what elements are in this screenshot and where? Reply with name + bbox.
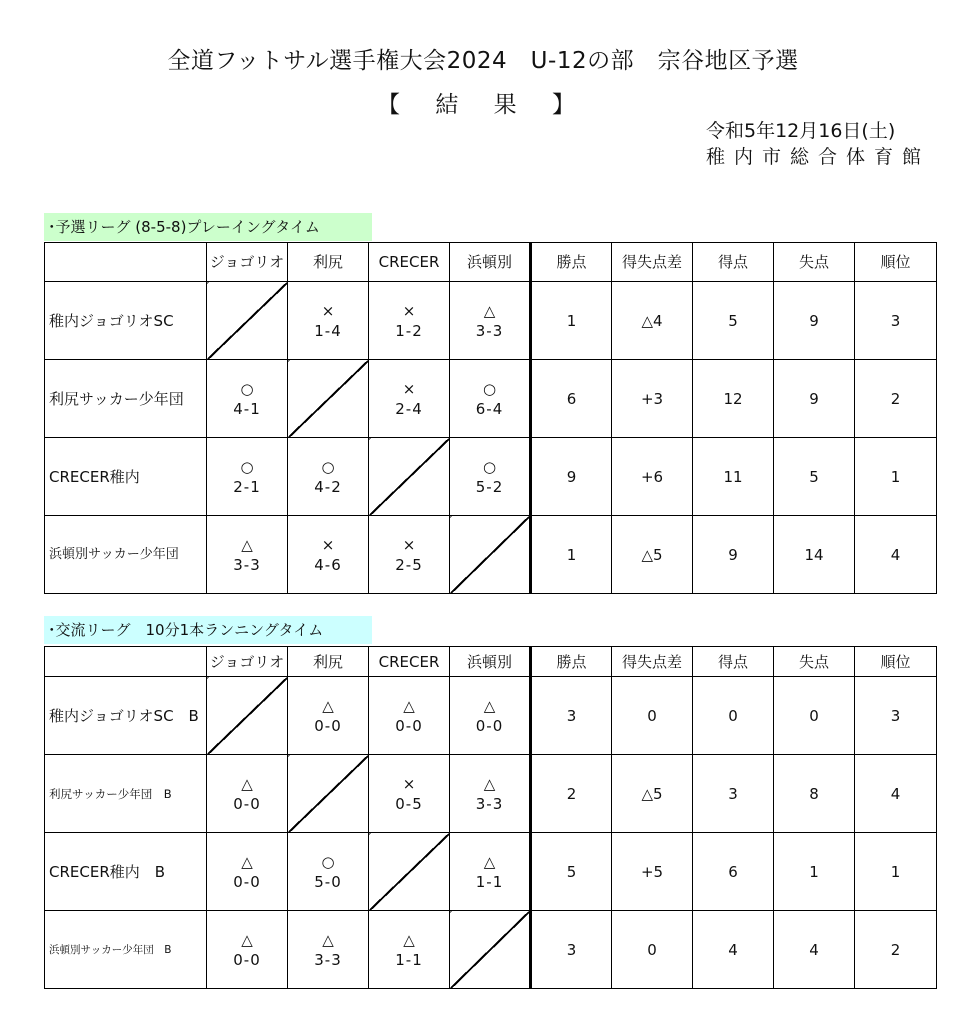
result-score: 1-2 (395, 321, 423, 340)
team-name: CRECER稚内 B (45, 833, 207, 911)
result-score: 5-0 (314, 872, 342, 891)
goal-diff-cell: △5 (612, 516, 693, 594)
result-score: 0-0 (233, 794, 261, 813)
result-symbol: ○ (482, 457, 497, 476)
match-result (288, 282, 369, 360)
goals-for-cell: 6 (693, 833, 774, 911)
rank-cell: 1 (855, 833, 937, 911)
result-score: 4-2 (314, 477, 342, 496)
column-header: 失点 (774, 647, 855, 677)
diagonal-cell (369, 438, 450, 516)
result-symbol: △ (483, 696, 496, 715)
table-row (45, 833, 937, 911)
match-result (207, 438, 288, 516)
result-symbol: △ (483, 301, 496, 320)
team-name: 浜頓別サッカー少年団 (45, 516, 207, 594)
result-symbol: △ (322, 696, 334, 715)
result-symbol: △ (483, 774, 496, 793)
goals-for-cell: 12 (693, 360, 774, 438)
result-symbol: ○ (321, 457, 335, 476)
diagonal-cell (207, 282, 288, 360)
column-header: 得点 (693, 647, 774, 677)
match-result (369, 282, 450, 360)
goals-for-cell: 0 (693, 677, 774, 755)
table-row (45, 516, 937, 594)
match-result (369, 911, 450, 989)
result-score: 0-0 (233, 950, 261, 969)
rank-cell: 4 (855, 755, 937, 833)
result-symbol: △ (322, 930, 334, 949)
column-header: 失点 (774, 243, 855, 282)
result-score: 0-5 (395, 794, 423, 813)
result-score: 2-5 (395, 555, 423, 574)
rank-cell: 4 (855, 516, 937, 594)
result-symbol: △ (403, 930, 415, 949)
league2-table (44, 646, 937, 989)
result-symbol: ○ (240, 457, 254, 476)
team-name: 利尻サッカー少年団 (45, 360, 207, 438)
goals-against-cell: 0 (774, 677, 855, 755)
column-header: ジョゴリオ (207, 647, 288, 677)
column-header: 得点 (693, 243, 774, 282)
column-header: 得失点差 (612, 647, 693, 677)
result-symbol: ○ (482, 379, 497, 398)
result-symbol: × (402, 301, 416, 320)
match-result (288, 516, 369, 594)
result-score: 4-1 (233, 399, 261, 418)
date-venue-block (706, 118, 930, 170)
match-result (288, 911, 369, 989)
diagonal-cell (369, 833, 450, 911)
points-cell: 1 (531, 516, 612, 594)
goals-for-cell: 4 (693, 911, 774, 989)
result-symbol: × (402, 535, 416, 554)
match-result (207, 360, 288, 438)
rank-cell: 2 (855, 911, 937, 989)
result-symbol: △ (483, 852, 496, 871)
column-header: 得失点差 (612, 243, 693, 282)
header-blank (45, 647, 207, 677)
match-result (369, 360, 450, 438)
diagonal-cell (450, 911, 531, 989)
points-cell: 1 (531, 282, 612, 360)
result-score: 0-0 (314, 716, 342, 735)
page-title: 全道フットサル選手権大会2024 U-12の部 宗谷地区予選 (167, 48, 799, 74)
table-row (45, 755, 937, 833)
goals-for-cell: 11 (693, 438, 774, 516)
points-cell: 3 (531, 677, 612, 755)
column-header: CRECER (369, 647, 450, 677)
diagonal-cell (288, 755, 369, 833)
match-result (450, 677, 531, 755)
match-result (450, 282, 531, 360)
match-result (207, 755, 288, 833)
result-symbol: △ (241, 852, 253, 871)
match-result (450, 833, 531, 911)
result-symbol: ○ (240, 379, 254, 398)
match-result (207, 516, 288, 594)
result-score: 1-4 (314, 321, 342, 340)
result-symbol: △ (241, 535, 253, 554)
diagonal-cell (288, 360, 369, 438)
table-row (45, 438, 937, 516)
result-score: 0-0 (475, 716, 504, 735)
result-score: 1-1 (395, 950, 423, 969)
result-symbol: △ (241, 930, 253, 949)
result-symbol: × (402, 379, 416, 398)
diagonal-cell (207, 677, 288, 755)
column-header: 順位 (855, 243, 937, 282)
match-result (207, 833, 288, 911)
result-symbol: △ (403, 696, 415, 715)
result-score: 0-0 (395, 716, 423, 735)
match-result (288, 438, 369, 516)
result-symbol: × (321, 301, 335, 320)
result-score: 3-3 (475, 794, 504, 813)
column-header: 浜頓別 (450, 647, 531, 677)
page-subtitle: 【 結 果 】 (377, 92, 589, 118)
column-header: CRECER (369, 243, 450, 282)
match-result (369, 516, 450, 594)
goal-diff-cell: △4 (612, 282, 693, 360)
result-score: 1-1 (475, 872, 504, 891)
points-cell: 9 (531, 438, 612, 516)
column-header: 利尻 (288, 647, 369, 677)
team-name: CRECER稚内 (45, 438, 207, 516)
column-header: ジョゴリオ (207, 243, 288, 282)
diagonal-cell (450, 516, 531, 594)
table-row (45, 911, 937, 989)
team-name: 稚内ジョゴリオSC (45, 282, 207, 360)
goal-diff-cell: △5 (612, 755, 693, 833)
rank-cell: 2 (855, 360, 937, 438)
rank-cell: 3 (855, 677, 937, 755)
result-symbol: × (402, 774, 416, 793)
column-header: 順位 (855, 647, 937, 677)
league2-header-row (45, 647, 937, 677)
event-venue: 稚内市総合体育館 (705, 146, 930, 168)
header-blank (45, 243, 207, 282)
match-result (369, 677, 450, 755)
league1-header-row (45, 243, 937, 282)
result-score: 4-6 (314, 555, 342, 574)
goal-diff-cell: +3 (612, 360, 693, 438)
league2-label: ･交流リーグ 10分1本ランニングタイム (44, 616, 372, 644)
goals-for-cell: 9 (693, 516, 774, 594)
result-symbol: △ (241, 774, 253, 793)
result-score: 0-0 (233, 872, 261, 891)
match-result (450, 755, 531, 833)
goal-diff-cell: 0 (612, 677, 693, 755)
rank-cell: 3 (855, 282, 937, 360)
column-header: 勝点 (531, 647, 612, 677)
points-cell: 6 (531, 360, 612, 438)
goal-diff-cell: +6 (612, 438, 693, 516)
goals-against-cell: 14 (774, 516, 855, 594)
result-symbol: × (321, 535, 335, 554)
match-result (207, 911, 288, 989)
match-result (369, 755, 450, 833)
points-cell: 2 (531, 755, 612, 833)
result-score: 2-1 (233, 477, 261, 496)
league1-table (44, 242, 937, 594)
goals-against-cell: 4 (774, 911, 855, 989)
goals-against-cell: 1 (774, 833, 855, 911)
goal-diff-cell: +5 (612, 833, 693, 911)
column-header: 浜頓別 (450, 243, 531, 282)
match-result (288, 677, 369, 755)
column-header: 勝点 (531, 243, 612, 282)
league1-label: ･予選リーグ (8-5-8)プレーイングタイム (44, 213, 372, 241)
column-header: 利尻 (288, 243, 369, 282)
table-row (45, 360, 937, 438)
rank-cell: 1 (855, 438, 937, 516)
result-score: 3-3 (314, 950, 342, 969)
table-row (45, 677, 937, 755)
result-score: 3-3 (475, 321, 504, 340)
team-name: 稚内ジョゴリオSC B (45, 677, 207, 755)
result-score: 2-4 (395, 399, 423, 418)
result-score: 5-2 (475, 477, 504, 496)
goals-against-cell: 5 (774, 438, 855, 516)
goals-for-cell: 5 (693, 282, 774, 360)
match-result (450, 438, 531, 516)
goals-against-cell: 9 (774, 282, 855, 360)
result-score: 6-4 (475, 399, 504, 418)
result-symbol: ○ (321, 852, 335, 871)
match-result (450, 360, 531, 438)
points-cell: 3 (531, 911, 612, 989)
goal-diff-cell: 0 (612, 911, 693, 989)
team-name: 利尻サッカー少年団 B (45, 755, 207, 833)
goals-against-cell: 9 (774, 360, 855, 438)
goals-against-cell: 8 (774, 755, 855, 833)
event-date: 令和5年12月16日(土) (705, 120, 896, 142)
points-cell: 5 (531, 833, 612, 911)
team-name: 浜頓別サッカー少年団 B (45, 911, 207, 989)
goals-for-cell: 3 (693, 755, 774, 833)
result-score: 3-3 (233, 555, 261, 574)
table-row (45, 282, 937, 360)
match-result (288, 833, 369, 911)
